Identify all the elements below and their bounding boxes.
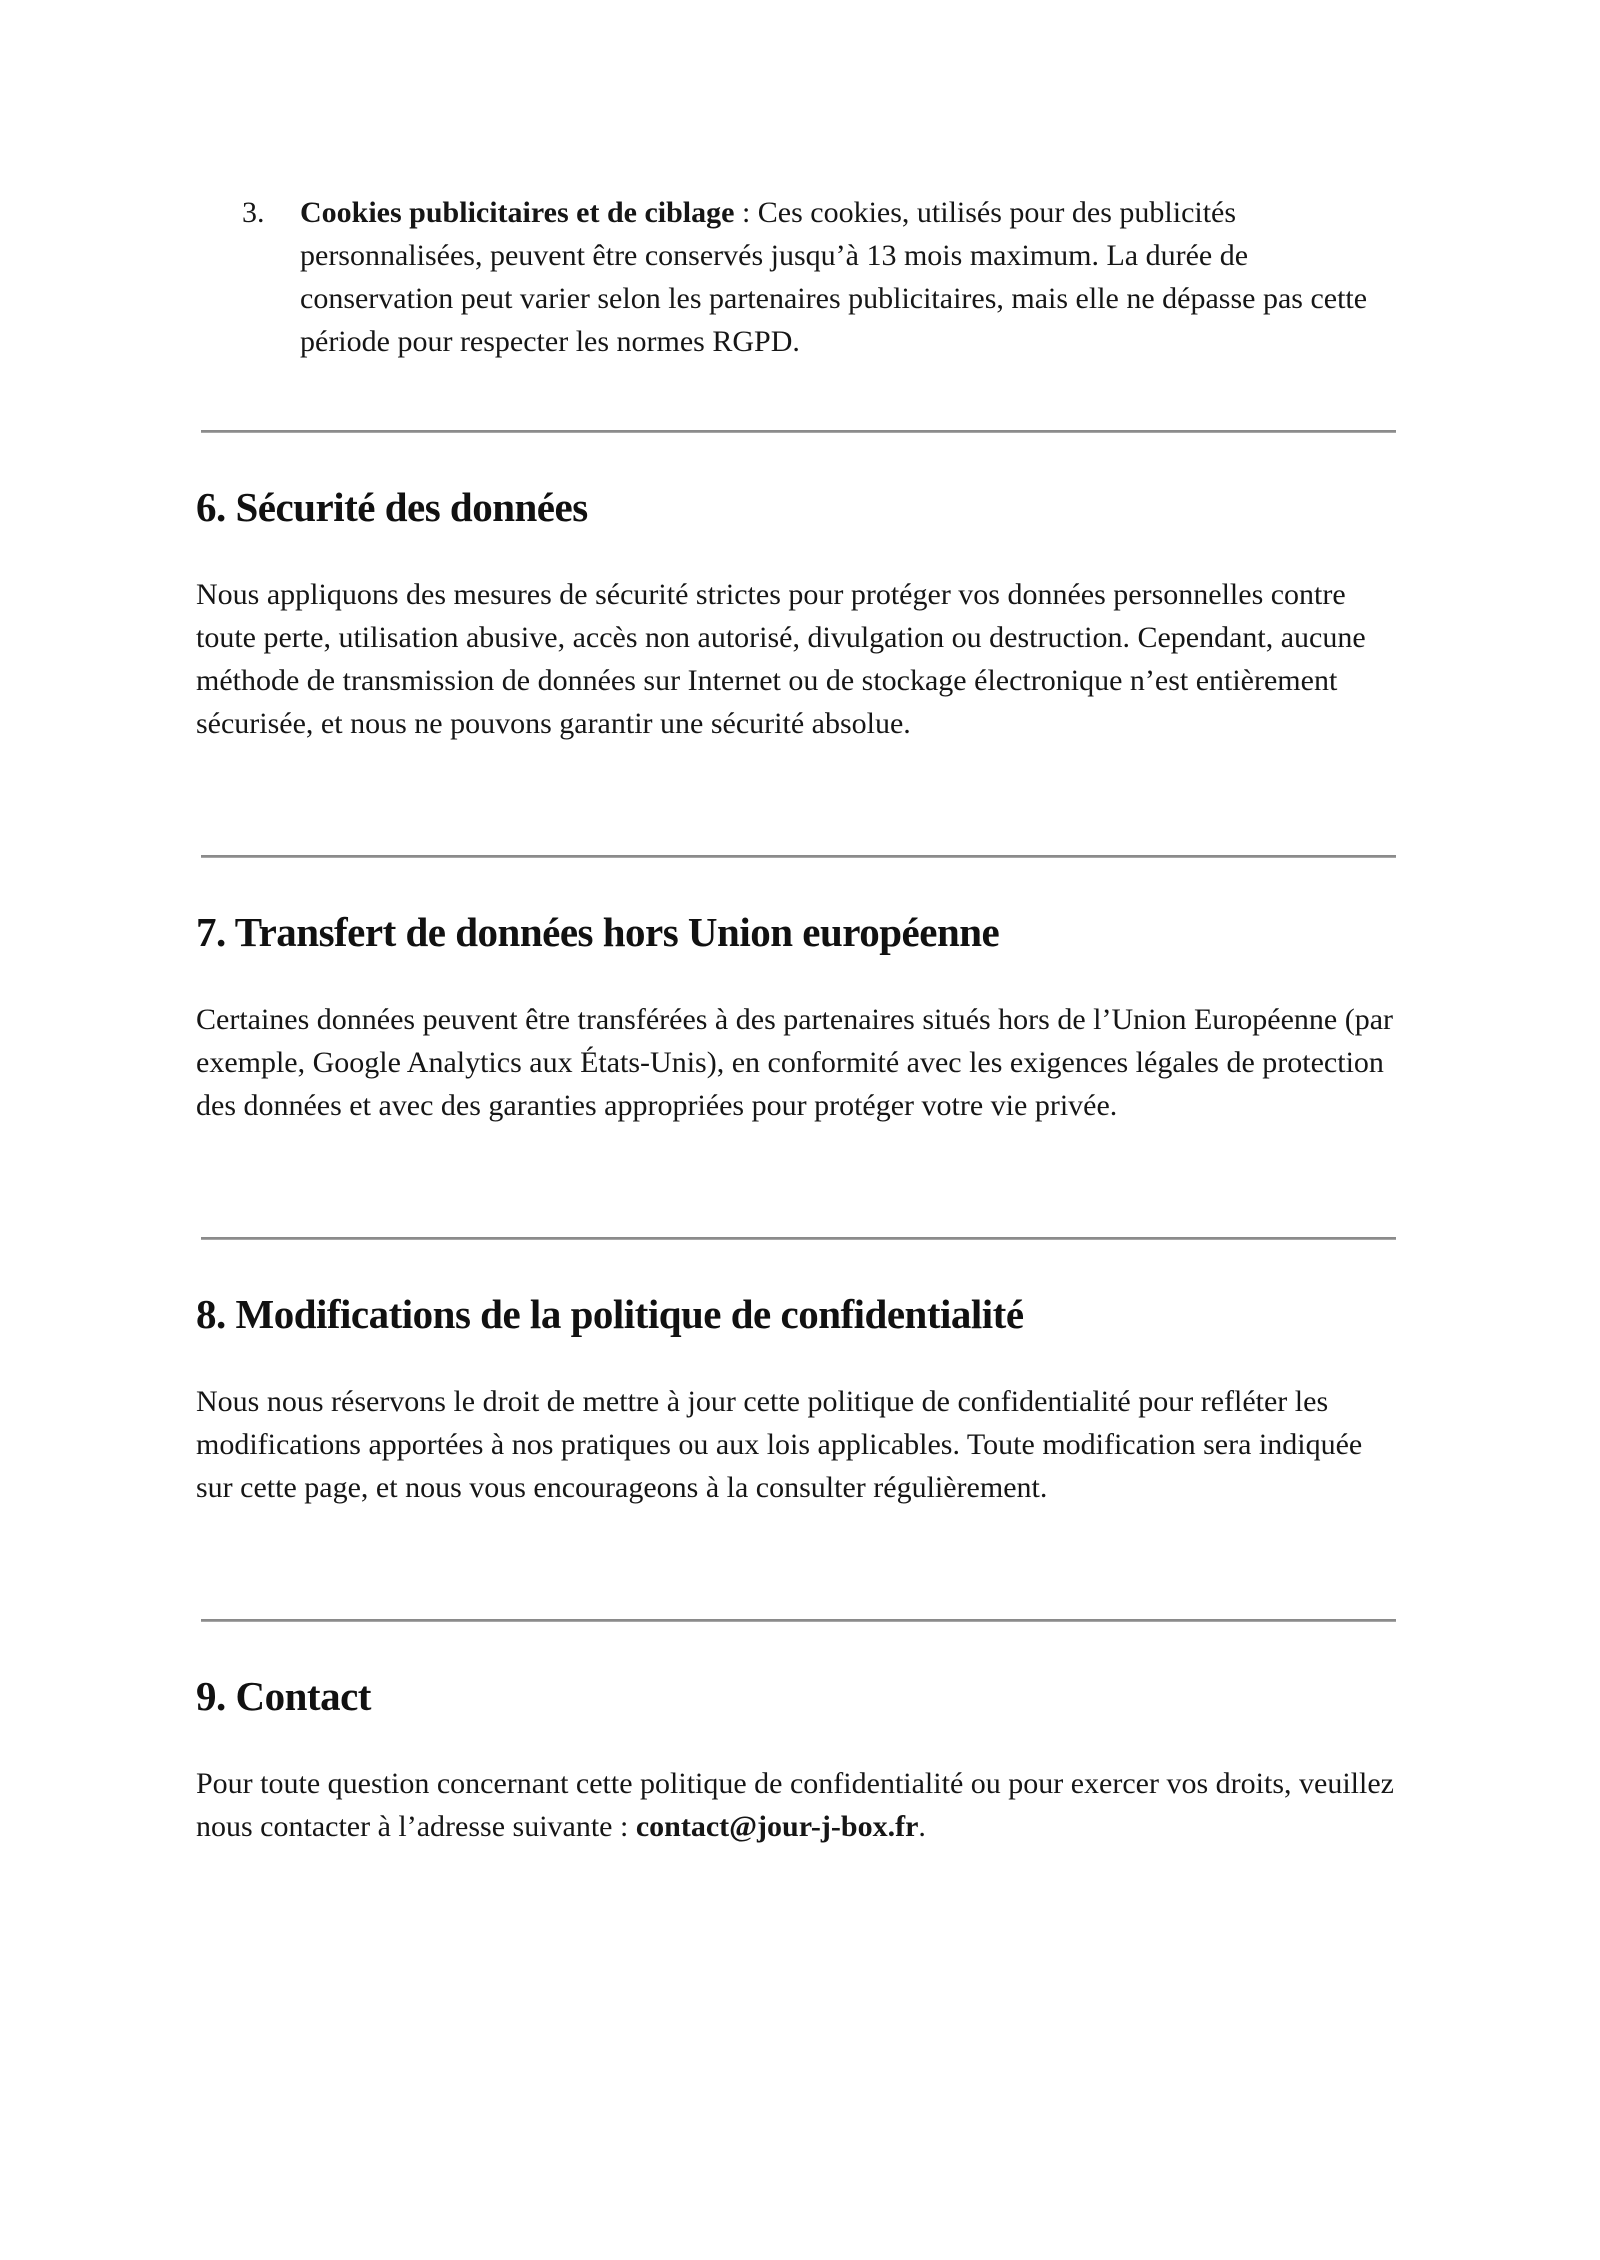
section-security-body: Nous appliquons des mesures de sécurité strictes pour protéger vos données personnelles contre toute perte, utilisation abusive, accès non autorisé, divulgation ou destruction. Cependant, aucune méthode de transmission de données sur Internet ou de stockage électronique n’est entièrement sécurisée, et nous ne pouvons garantir une sécurité absolue.	[196, 578, 1366, 740]
contact-body-prefix: Pour toute question concernant cette politique de confidentialité ou pour exercer vos droits, veuillez nous contacter à l’adresse suivante :	[196, 1767, 1394, 1843]
ordered-list-item-3	[196, 191, 1396, 363]
section-security	[196, 481, 1396, 788]
contact-email: contact@jour-j-box.fr	[635, 1810, 919, 1843]
section-contact-heading: 9. Contact	[196, 1673, 371, 1719]
section-divider	[201, 430, 1396, 433]
section-modifications-body: Nous nous réservons le droit de mettre à jour cette politique de confidentialité pour refléter les modifications apportées à nos pratiques ou aux lois applicables. Toute modification sera indiquée sur cette page, et nous vous encourageons à la consulter régulièrement.	[196, 1385, 1363, 1504]
document-content	[196, 0, 1396, 1848]
list-item-bold-label: Cookies publicitaires et de ciblage	[300, 196, 735, 229]
list-item-number: 3.	[242, 196, 265, 229]
section-transfer-body: Certaines données peuvent être transférées à des partenaires situés hors de l’Union Européenne (par exemple, Google Analytics aux États-Unis), en conformité avec les exigences légales de protection des données et avec des garanties appropriées pour protéger votre vie privée.	[196, 1003, 1394, 1122]
section-security-heading: 6. Sécurité des données	[196, 484, 588, 530]
list-item-text	[300, 191, 1396, 363]
section-divider	[201, 1619, 1396, 1622]
section-transfer	[196, 906, 1396, 1170]
section-modifications-heading: 8. Modifications de la politique de confidentialité	[196, 1291, 1024, 1337]
section-transfer-heading: 7. Transfert de données hors Union européenne	[196, 909, 1000, 955]
section-divider	[201, 855, 1396, 858]
section-divider	[201, 1237, 1396, 1240]
section-modifications	[196, 1288, 1396, 1552]
list-item-rest-text: : Ces cookies, utilisés pour des publicités personnalisées, peuvent être conservés jusqu’à 13 mois maximum. La durée de conservation peut varier selon les partenaires publicitaires, mais elle ne dépasse pas cette période pour respecter les normes RGPD.	[300, 196, 1368, 358]
contact-body-suffix: .	[918, 1810, 926, 1843]
section-contact-body	[196, 1762, 1396, 1848]
section-contact	[196, 1670, 1396, 1848]
